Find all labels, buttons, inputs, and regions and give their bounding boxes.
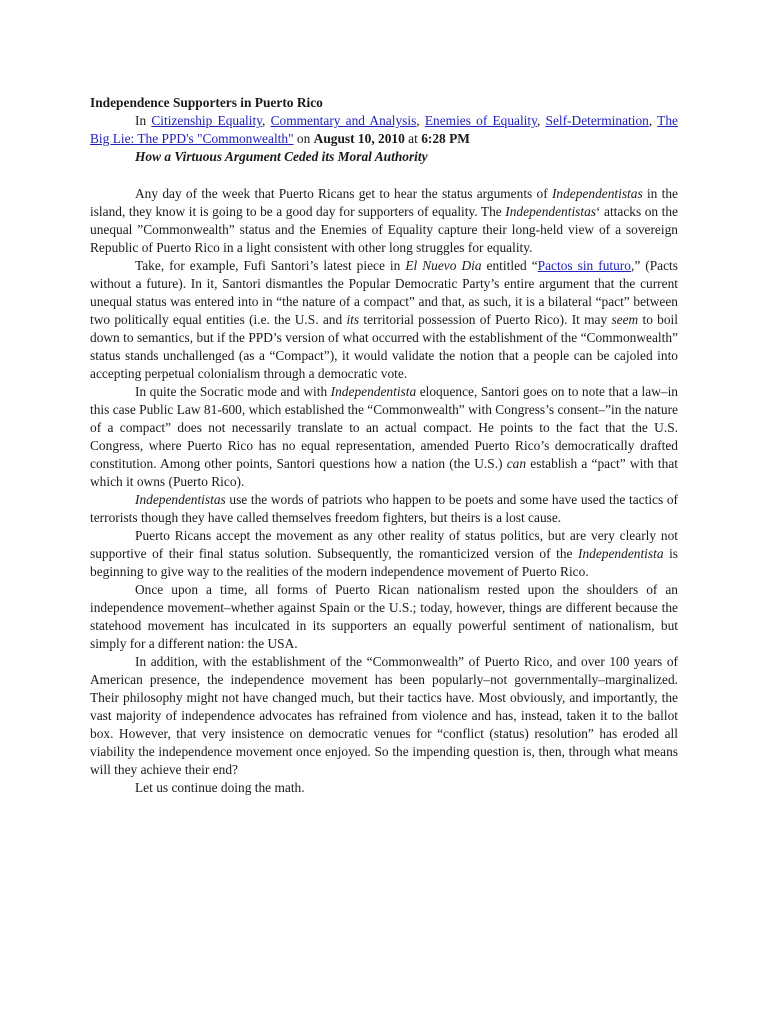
italic-term: Independentistas	[551, 186, 643, 201]
category-link-citizenship-equality[interactable]: Citizenship Equality	[151, 113, 263, 128]
text-run: ‘ attacks on the unequal ”Commonwealth” status and the Enemies of Equality capture their long-held view of a sovereign Republic of Puerto Rico in a light consistent with other long struggles for equality.	[90, 204, 678, 255]
italic-term: Independentista	[330, 384, 417, 399]
italic-term: Independentista	[578, 546, 664, 561]
italic-term: its	[346, 312, 360, 327]
category-link-enemies-of-equality[interactable]: Enemies of Equality	[424, 113, 537, 128]
italic-term: El Nuevo Dia	[405, 258, 482, 273]
text-run: Any day of the week that Puerto Ricans get to hear the status arguments of	[135, 186, 552, 201]
text-run: eloquence, Santori goes on to note that a law–in this case Public Law 81-600, which established the “Commonwealth” with Congress’s consent–”in the nature of a compact” does not necessarily translate to an actual compact. He points to the fact that the U.S. Congress, where Puerto Rico has no equal representation, amended Puerto Rico’s democratically drafted constitution. Among other points, Santori questions how a nation (the U.S.)	[90, 384, 678, 471]
text-run: is beginning to give way to the realities of the modern independence movement of Puerto Rico.	[90, 546, 678, 579]
paragraph-5	[90, 527, 678, 581]
text-run: Take, for example, Fufi Santori’s latest piece in	[135, 258, 406, 273]
paragraph-1	[90, 185, 678, 257]
text-run: in the island, they know it is going to be a good day for supporters of equality. The	[90, 186, 678, 219]
byline-prefix: In	[135, 113, 147, 128]
italic-term: seem	[611, 312, 639, 327]
category-link-commentary-analysis[interactable]: Commentary and Analysis	[270, 113, 417, 128]
paragraph-4	[90, 491, 678, 527]
separator: ,	[262, 113, 266, 128]
text-run: In quite the Socratic mode and with	[135, 384, 331, 399]
byline-at: at	[408, 131, 418, 146]
article-title: Independence Supporters in Puerto Rico	[90, 95, 323, 110]
paragraph-2	[90, 257, 678, 383]
text-run: territorial possession of Puerto Rico). It may	[359, 312, 612, 327]
italic-term: can	[506, 456, 527, 471]
category-link-big-lie[interactable]: The Big Lie: The PPD's "Commonwealth"	[90, 113, 678, 146]
paragraph-8: Let us continue doing the math.	[135, 780, 305, 795]
post-time: 6:28 PM	[421, 131, 470, 146]
byline-on: on	[296, 131, 311, 146]
text-run: to boil down to semantics, but if the PPD’s version of what occurred with the establishment of the “Commonwealth” status stands unchallenged (as a “Compact”), it would validate the notion that a people can be cajoled into accepting perpetual colonialism through a democratic vote.	[90, 312, 678, 381]
separator: ,	[648, 113, 653, 128]
text-run: ,” (Pacts without a future). In it, Santori dismantles the Popular Democratic Party’s entire argument that the current unequal status was entered into in “the nature of a compact” and that, as such, it is a bilateral “pact” between two politically equal entities (i.e. the U.S. and	[90, 258, 678, 327]
text-run: use the words of patriots who happen to be poets and some have used the tactics of terrorists though they have called themselves freedom fighters, but theirs is a lost cause.	[90, 492, 678, 525]
article-body	[90, 94, 678, 797]
post-date: August 10, 2010	[313, 131, 405, 146]
byline	[90, 112, 678, 148]
paragraph-7: In addition, with the establishment of the “Commonwealth” of Puerto Rico, and over 100 years of American presence, the independence movement has been popularly–not governmentally–marginalized. Their philosophy might not have changed much, but their tactics have. Most obviously, and importantly, the vast majority of independence advocates has refrained from violence and has, instead, taken it to the ballot box. However, that very insistence on democratic venues for “conflict (status) resolution” has eroded all viability the independence movement once enjoyed. So the impending question is, then, through what means will they achieve their end?	[90, 654, 678, 777]
separator: ,	[416, 113, 420, 128]
text-run: Puerto Ricans accept the movement as any other reality of status politics, but are very clearly not supportive of their final status solution. Subsequently, the romanticized version of the	[90, 528, 678, 561]
italic-term: Independentistas	[135, 492, 226, 507]
text-run: entitled “	[481, 258, 538, 273]
paragraph-6: Once upon a time, all forms of Puerto Rican nationalism rested upon the shoulders of an independence movement–whether against Spain or the U.S.; today, however, things are different because the statehood movement has inculcated in its supporters an equally powerful sentiment of nationalism, but simply for a different nation: the USA.	[90, 582, 678, 651]
category-link-self-determination[interactable]: Self-Determination	[545, 113, 649, 128]
paragraph-3	[90, 383, 678, 491]
text-run: establish a “pact” with that which it owns (Puerto Rico).	[90, 456, 678, 489]
separator: ,	[536, 113, 541, 128]
article-subtitle: How a Virtuous Argument Ceded its Moral Authority	[135, 149, 428, 164]
italic-term: Independentistas	[505, 204, 597, 219]
pactos-sin-futuro-link[interactable]: Pactos sin futuro	[537, 258, 631, 273]
